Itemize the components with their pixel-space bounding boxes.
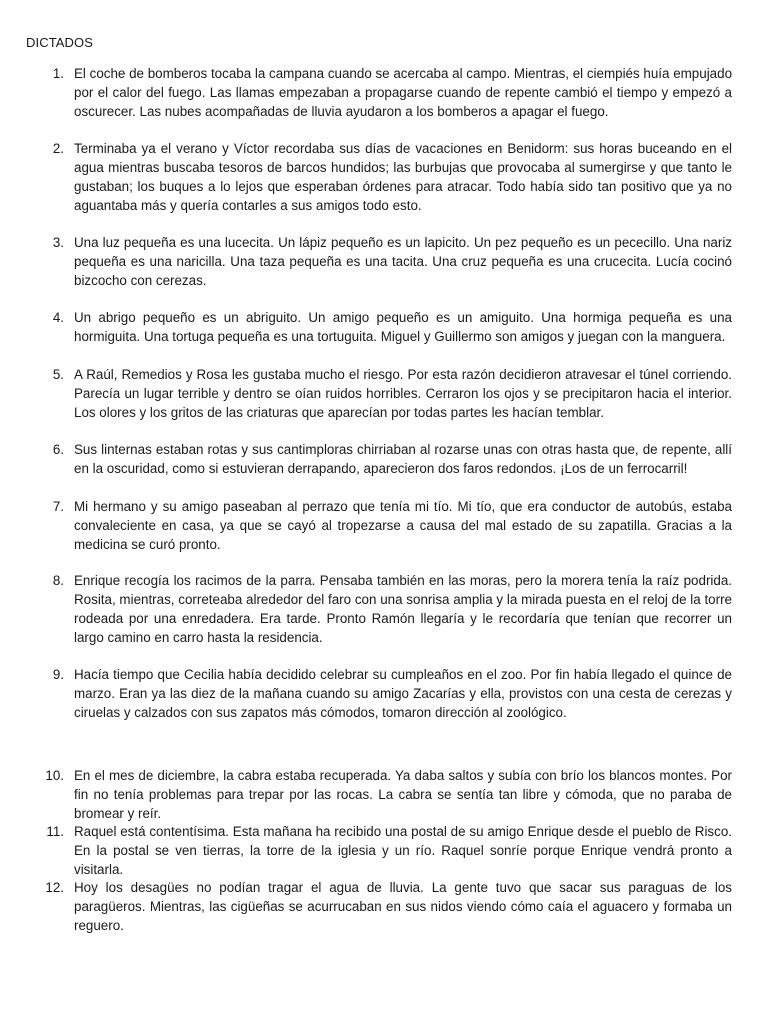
item-text: Una luz pequeña es una lucecita. Un lápiz pequeño es un lapicito. Un pez pequeño es un pececillo. Una nariz pequeña es una naricilla. Una taza pequeña es una tacita. Una cruz pequeña es una crucecita. Lucía cocinó bizcocho con cerezas. — [74, 235, 732, 288]
item-text: El coche de bomberos tocaba la campana cuando se acercaba al campo. Mientras, el ciempiés huía empujado por el calor del fuego. Las llamas empezaban a propagarse cuando de repente cambió el tiempo y empezó a oscurecer. Las nubes acompañadas de lluvia ayudaron a los bomberos a apagar el fuego. — [74, 66, 733, 119]
item-number: 10. — [45, 768, 64, 783]
item-text: Sus linternas estaban rotas y sus cantimploras chirriaban al rozarse unas con otras hasta que, de repente, allí en la oscuridad, como si estuvieran derrapando, aparecieron dos faros redondos. ¡Los de un ferrocarril! — [74, 442, 732, 476]
page-title: DICTADOS — [26, 35, 94, 50]
item-text: Hoy los desagües no podían tragar el agua de lluvia. La gente tuvo que sacar sus paraguas de los paragüeros. Mientras, las cigüeñas se acurrucaban en sus nidos viendo cómo caía el aguacero y formaba un reguero. — [74, 880, 732, 933]
item-number: 6. — [52, 442, 64, 457]
item-text: Enrique recogía los racimos de la parra. Pensaba también en las moras, pero la morera tenía la raíz podrida. Rosita, mientras, correteaba alrededor del faro con una sonrisa amplia y la mirada puesta en el reloj de la torre rodeada por una enredadera. Era tarde. Pronto Ramón llegaría y le recordaría que tenían que recorrer un largo camino en carro hasta la residencia. — [74, 573, 732, 645]
item-text: Un abrigo pequeño es un abriguito. Un amigo pequeño es un amiguito. Una hormiga pequeña es una hormiguita. Una tortuga pequeña es una tortuguita. Miguel y Guillermo son amigos y juegan con la manguera. — [74, 310, 732, 344]
item-number: 7. — [52, 499, 64, 514]
item-number: 1. — [52, 66, 64, 81]
item-text: A Raúl, Remedios y Rosa les gustaba mucho el riesgo. Por esta razón decidieron atravesar el túnel corriendo. Parecía un lugar terrible y dentro se oían ruidos horribles. Cerraron los ojos y se precipitaron hacia el interior. Los olores y los gritos de las criaturas que aparecían por todas partes les hacían temblar. — [74, 367, 732, 420]
item-text: En el mes de diciembre, la cabra estaba recuperada. Ya daba saltos y subía con brío los blancos montes. Por fin no tenía problemas para trepar por las rocas. La cabra se sentía tan libre y cómoda, que no paraba de bromear y reír. — [74, 768, 732, 821]
item-number: 4. — [52, 310, 64, 325]
item-number: 5. — [52, 367, 64, 382]
item-number: 2. — [52, 141, 64, 156]
item-number: 8. — [52, 573, 64, 588]
item-number: 9. — [52, 667, 64, 682]
item-text: Mi hermano y su amigo paseaban al perrazo que tenía mi tío. Mi tío, que era conductor de autobús, estaba convaleciente en casa, ya que se cayó al tropezarse a causa del mal estado de su zapatilla. Gracias a la medicina se curó pronto. — [74, 499, 732, 552]
item-text: Terminaba ya el verano y Víctor recordaba sus días de vacaciones en Benidorm: sus horas buceando en el agua mientras buscaba tesoros de barcos hundidos; las burbujas que provocaba al sumergirse y que tanto le gustaban; los buques a lo lejos que esperaban órdenes para atracar. Todo había sido tan positivo que ya no aguantaba más y quería contarles a sus amigos todo esto. — [74, 141, 732, 213]
item-number: 11. — [46, 824, 64, 839]
item-number: 12. — [45, 880, 64, 895]
item-text: Hacía tiempo que Cecilia había decidido celebrar su cumpleaños en el zoo. Por fin había llegado el quince de marzo. Eran ya las diez de la mañana cuando su amigo Zacarías y ella, provistos con una cesta de cerezas y ciruelas y calzados con sus zapatos más cómodos, tomaron dirección al zoológico. — [74, 667, 732, 720]
item-text: Raquel está contentísima. Esta mañana ha recibido una postal de su amigo Enrique desde el pueblo de Risco. En la postal se ven tierras, la torre de la iglesia y un río. Raquel sonríe porque Enrique vendrá pronto a visitarla. — [74, 824, 732, 877]
item-number: 3. — [52, 235, 64, 250]
